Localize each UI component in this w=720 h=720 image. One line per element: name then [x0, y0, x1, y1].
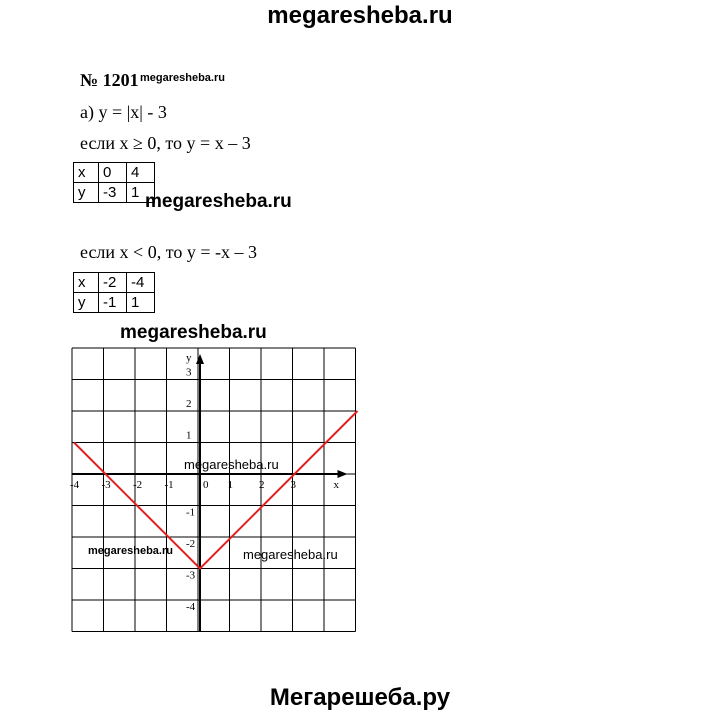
table-row [74, 163, 155, 183]
case-2-text: если x < 0, то y = -x – 3 [80, 242, 257, 262]
problem-number: № 1201 [80, 70, 139, 90]
table-cell: -2 [99, 273, 127, 293]
y-tick-label: -2 [186, 538, 196, 550]
table-cell: x [74, 273, 99, 293]
case-1-text: если x ≥ 0, то y = x – 3 [80, 133, 251, 153]
y-axis-arrow [196, 354, 204, 364]
y-tick-label: 1 [186, 429, 192, 442]
site-footer: Мегарешеба.ру [269, 684, 451, 711]
y-tick-label: 2 [186, 398, 192, 410]
x-axis-arrow [338, 470, 348, 478]
watermark-4: megaresheba.ru [184, 457, 279, 472]
x-tick-label: 0 [203, 479, 209, 491]
table-cell: 1 [127, 183, 155, 203]
x-tick-label: -1 [164, 479, 174, 491]
x-tick-label: -2 [133, 479, 143, 491]
function-graph [72, 348, 356, 638]
watermark-3: megaresheba.ru [120, 322, 267, 343]
table-cell: 1 [127, 293, 155, 313]
y-tick-label: 3 [186, 366, 192, 379]
table-row [74, 273, 155, 293]
table-cell: -3 [99, 183, 127, 203]
table-row [74, 293, 155, 313]
table-cell: x [74, 163, 99, 183]
watermark-6: megaresheba.ru [243, 547, 338, 562]
table-cell: y [74, 293, 99, 313]
x-tick-label: -4 [70, 479, 80, 491]
y-tick-label: -4 [186, 601, 196, 613]
table-row [74, 183, 155, 203]
table-cell: -1 [99, 293, 127, 313]
y-tick-label: -3 [186, 569, 196, 582]
watermark-2: megaresheba.ru [145, 191, 292, 212]
y-axis-label: y [186, 352, 192, 364]
x-tick-label: 1 [227, 479, 233, 491]
table-cell: 0 [99, 163, 127, 183]
x-axis-label: x [333, 479, 339, 491]
x-tick-label: 2 [259, 479, 265, 491]
part-a-equation: а) y = |x| - 3 [80, 102, 167, 122]
table-cell: y [74, 183, 99, 203]
y-tick-label: -1 [186, 506, 196, 519]
site-header: megaresheba.ru [267, 2, 453, 29]
values-table-2 [73, 272, 155, 313]
values-table-1 [73, 162, 155, 203]
x-tick-label: 3 [290, 479, 296, 491]
table-cell: -4 [127, 273, 155, 293]
x-tick-label: -3 [101, 479, 111, 491]
watermark-5: megaresheba.ru [88, 545, 173, 557]
watermark-1: megaresheba.ru [140, 72, 225, 84]
table-cell: 4 [127, 163, 155, 183]
